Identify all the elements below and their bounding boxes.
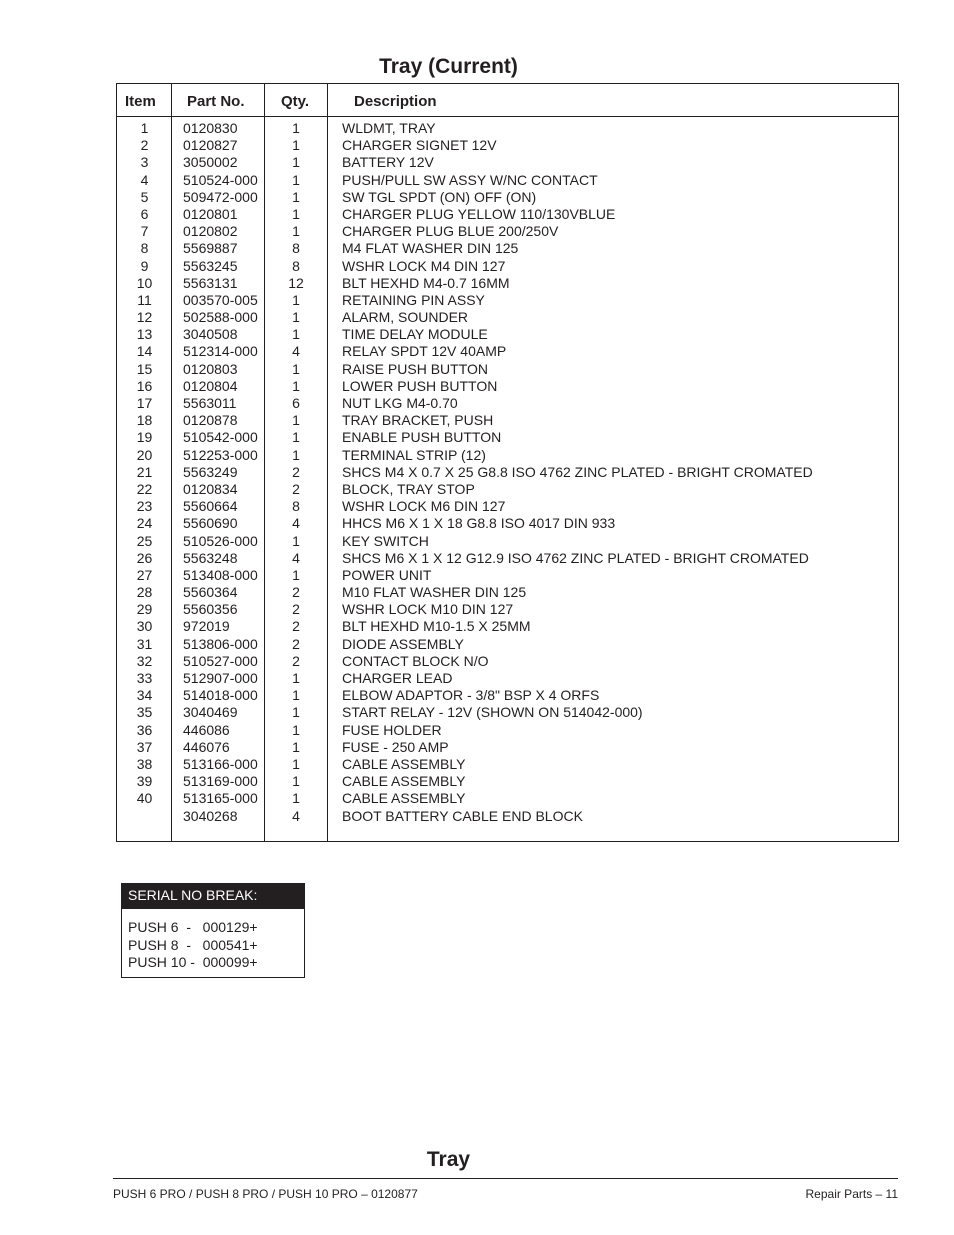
- cell-qty: 1: [292, 188, 300, 205]
- header-description: Description: [354, 93, 437, 110]
- table-row: [117, 601, 898, 618]
- cell-part-no: 0120802: [183, 223, 238, 240]
- footer-model: PUSH 6 PRO / PUSH 8 PRO / PUSH 10 PRO – 0120877: [113, 1187, 418, 1201]
- cell-qty: 1: [292, 205, 300, 222]
- cell-qty: 8: [292, 257, 300, 274]
- cell-part-no: 446076: [183, 738, 230, 755]
- cell-description: HHCS M6 X 1 X 18 G8.8 ISO 4017 DIN 933: [342, 515, 616, 532]
- cell-description: BLT HEXHD M4-0.7 16MM: [342, 274, 510, 291]
- cell-qty: 1: [292, 412, 300, 429]
- cell-description: FUSE HOLDER: [342, 721, 442, 738]
- cell-part-no: 5560356: [183, 601, 238, 618]
- cell-part-no: 5563131: [183, 274, 238, 291]
- cell-qty: 1: [292, 566, 300, 583]
- cell-item: 32: [136, 652, 153, 669]
- cell-description: M10 FLAT WASHER DIN 125: [342, 584, 527, 601]
- header-part-no: Part No.: [187, 93, 245, 110]
- cell-qty: 2: [292, 635, 300, 652]
- cell-qty: 1: [292, 171, 300, 188]
- table-row: [117, 739, 898, 756]
- cell-item: 29: [136, 601, 153, 618]
- cell-description: WLDMT, TRAY: [342, 120, 436, 136]
- cell-description: LOWER PUSH BUTTON: [342, 377, 498, 394]
- table-row: [117, 154, 898, 171]
- cell-description: POWER UNIT: [342, 566, 432, 583]
- cell-description: RETAINING PIN ASSY: [342, 291, 485, 308]
- cell-description: BOOT BATTERY CABLE END BLOCK: [342, 807, 583, 824]
- table-row: [117, 636, 898, 653]
- cell-part-no: 972019: [183, 618, 230, 635]
- cell-qty: 2: [292, 601, 300, 618]
- cell-qty: 1: [292, 773, 300, 790]
- table-row: [117, 275, 898, 292]
- table-row: [117, 481, 898, 498]
- table-row: [117, 361, 898, 378]
- cell-item: 11: [137, 291, 152, 308]
- cell-item: 22: [136, 480, 153, 497]
- table-row: [117, 773, 898, 790]
- cell-qty: 1: [292, 326, 300, 343]
- table-row: [117, 206, 898, 223]
- cell-item: 10: [136, 274, 153, 291]
- header-item: Item: [125, 93, 156, 110]
- cell-part-no: 512253-000: [183, 446, 258, 463]
- cell-part-no: 514018-000: [183, 687, 258, 704]
- cell-part-no: 5563249: [183, 463, 238, 480]
- cell-item: 2: [140, 137, 149, 154]
- table-row: [117, 189, 898, 206]
- cell-item: 33: [136, 670, 153, 686]
- cell-item: 19: [136, 429, 153, 446]
- cell-item: 18: [136, 412, 153, 429]
- cell-item: 26: [136, 549, 153, 566]
- table-row: [117, 292, 898, 309]
- cell-part-no: 510527-000: [183, 652, 258, 669]
- cell-item: 4: [140, 171, 149, 188]
- cell-item: 15: [136, 360, 153, 377]
- cell-item: 25: [136, 532, 153, 549]
- cell-part-no: 5563245: [183, 257, 238, 274]
- cell-part-no: 0120834: [183, 480, 238, 497]
- serial-break-header: SERIAL NO BREAK:: [122, 884, 304, 909]
- table-row: [117, 722, 898, 739]
- cell-part-no: 0120830: [183, 120, 238, 136]
- cell-qty: 4: [292, 807, 300, 824]
- cell-part-no: 513408-000: [183, 566, 258, 583]
- cell-part-no: 513166-000: [183, 755, 258, 772]
- cell-description: TIME DELAY MODULE: [342, 326, 488, 343]
- cell-qty: 1: [292, 687, 300, 704]
- table-row: [117, 533, 898, 550]
- cell-description: SW TGL SPDT (ON) OFF (ON): [342, 188, 537, 205]
- cell-part-no: 5563011: [183, 395, 237, 411]
- cell-description: ENABLE PUSH BUTTON: [342, 429, 502, 446]
- cell-description: CHARGER SIGNET 12V: [342, 137, 497, 154]
- cell-part-no: 512314-000: [183, 343, 258, 360]
- cell-qty: 8: [292, 240, 300, 257]
- cell-item: 23: [136, 498, 153, 515]
- cell-qty: 1: [292, 721, 300, 738]
- header-qty: Qty.: [281, 93, 310, 110]
- cell-qty: 1: [292, 738, 300, 755]
- cell-qty: 4: [292, 343, 300, 360]
- cell-part-no: 0120801: [183, 205, 238, 222]
- table-row: [117, 687, 898, 704]
- parts-rows: [117, 120, 898, 825]
- cell-part-no: 510526-000: [183, 532, 258, 549]
- cell-description: ELBOW ADAPTOR - 3/8" BSP X 4 ORFS: [342, 687, 600, 704]
- cell-qty: 2: [292, 652, 300, 669]
- cell-qty: 1: [292, 429, 300, 446]
- cell-item: 5: [140, 188, 149, 205]
- serial-break-box: [121, 883, 305, 978]
- cell-description: BLT HEXHD M10-1.5 X 25MM: [342, 618, 531, 635]
- cell-description: BATTERY 12V: [342, 154, 434, 171]
- table-row: [117, 567, 898, 584]
- cell-item: 28: [136, 584, 153, 601]
- cell-qty: 1: [292, 704, 300, 721]
- cell-qty: 1: [292, 446, 300, 463]
- cell-part-no: 3040268: [183, 807, 238, 824]
- cell-item: 35: [136, 704, 153, 721]
- cell-description: CHARGER PLUG YELLOW 110/130VBLUE: [342, 205, 616, 222]
- cell-description: CHARGER PLUG BLUE 200/250V: [342, 223, 559, 240]
- cell-item: 27: [136, 566, 153, 583]
- cell-part-no: 3050002: [183, 154, 238, 171]
- cell-part-no: 510524-000: [183, 171, 258, 188]
- parts-table: [116, 83, 899, 842]
- cell-qty: 1: [292, 790, 300, 807]
- table-row: [117, 258, 898, 275]
- cell-description: TRAY BRACKET, PUSH: [342, 412, 494, 429]
- serial-line-push-8: PUSH 8 - 000541+: [128, 936, 258, 953]
- table-row: [117, 378, 898, 395]
- serial-line-push-6: PUSH 6 - 000129+: [128, 919, 258, 935]
- cell-description: NUT LKG M4-0.70: [342, 395, 458, 411]
- cell-description: M4 FLAT WASHER DIN 125: [342, 240, 519, 257]
- cell-part-no: 446086: [183, 721, 230, 738]
- cell-qty: 4: [292, 549, 300, 566]
- cell-item: 8: [140, 240, 149, 257]
- table-row: [117, 808, 898, 825]
- table-row: [117, 790, 898, 807]
- cell-qty: 1: [292, 137, 300, 154]
- serial-line-push-10: PUSH 10 - 000099+: [128, 954, 258, 970]
- cell-part-no: 0120827: [183, 137, 238, 154]
- cell-item: 34: [136, 687, 153, 704]
- table-row: [117, 429, 898, 446]
- cell-part-no: 0120804: [183, 377, 238, 394]
- cell-item: 3: [140, 154, 149, 171]
- cell-item: 13: [136, 326, 153, 343]
- cell-description: BLOCK, TRAY STOP: [342, 480, 475, 497]
- cell-item: 36: [136, 721, 153, 738]
- cell-description: WSHR LOCK M10 DIN 127: [342, 601, 514, 618]
- table-row: [117, 498, 898, 515]
- table-row: [117, 756, 898, 773]
- cell-item: 14: [136, 343, 153, 360]
- cell-description: RAISE PUSH BUTTON: [342, 360, 488, 377]
- cell-qty: 8: [292, 498, 300, 515]
- cell-qty: 1: [292, 309, 300, 326]
- cell-part-no: 3040469: [183, 704, 238, 721]
- cell-qty: 12: [288, 274, 304, 291]
- cell-description: FUSE - 250 AMP: [342, 738, 449, 755]
- table-row: [117, 618, 898, 635]
- figure-title: Tray: [426, 1148, 471, 1171]
- cell-qty: 1: [292, 120, 300, 136]
- cell-qty: 6: [292, 395, 300, 411]
- cell-part-no: 0120878: [183, 412, 238, 429]
- cell-description: TERMINAL STRIP (12): [342, 446, 486, 463]
- table-row: [117, 223, 898, 240]
- cell-item: 38: [136, 755, 153, 772]
- cell-qty: 2: [292, 584, 300, 601]
- cell-description: CABLE ASSEMBLY: [342, 755, 466, 772]
- cell-part-no: 5560364: [183, 584, 238, 601]
- table-row: [117, 309, 898, 326]
- cell-item: 40: [136, 790, 153, 807]
- cell-part-no: 512907-000: [183, 670, 258, 686]
- cell-description: CHARGER LEAD: [342, 670, 453, 686]
- cell-description: RELAY SPDT 12V 40AMP: [342, 343, 507, 360]
- cell-qty: 2: [292, 618, 300, 635]
- cell-qty: 4: [292, 515, 300, 532]
- cell-part-no: 513169-000: [183, 773, 258, 790]
- table-row: [117, 670, 898, 687]
- cell-item: 24: [136, 515, 153, 532]
- cell-qty: 1: [292, 360, 300, 377]
- cell-part-no: 0120803: [183, 360, 238, 377]
- cell-qty: 1: [292, 154, 300, 171]
- cell-part-no: 003570-005: [183, 291, 258, 308]
- cell-item: 17: [136, 395, 153, 411]
- cell-description: CABLE ASSEMBLY: [342, 773, 466, 790]
- cell-qty: 1: [292, 291, 300, 308]
- cell-qty: 1: [292, 532, 300, 549]
- cell-qty: 2: [292, 480, 300, 497]
- cell-part-no: 3040508: [183, 326, 238, 343]
- cell-description: DIODE ASSEMBLY: [342, 635, 464, 652]
- table-row: [117, 412, 898, 429]
- cell-part-no: 510542-000: [183, 429, 258, 446]
- cell-item: 7: [140, 223, 149, 240]
- table-row: [117, 172, 898, 189]
- cell-item: 20: [136, 446, 153, 463]
- cell-item: 1: [140, 120, 149, 136]
- cell-qty: 1: [292, 670, 300, 686]
- cell-part-no: 5560664: [183, 498, 238, 515]
- cell-description: WSHR LOCK M6 DIN 127: [342, 498, 506, 515]
- table-row: [117, 584, 898, 601]
- footer-rule: [113, 1178, 898, 1179]
- cell-qty: 2: [292, 463, 300, 480]
- cell-part-no: 513165-000: [183, 790, 258, 807]
- cell-item: 6: [140, 205, 149, 222]
- table-row: [117, 395, 898, 412]
- cell-item: 9: [140, 257, 149, 274]
- table-row: [117, 515, 898, 532]
- cell-description: CABLE ASSEMBLY: [342, 790, 466, 807]
- cell-qty: 1: [292, 755, 300, 772]
- cell-item: 37: [136, 738, 153, 755]
- cell-part-no: 502588-000: [183, 309, 258, 326]
- table-row: [117, 704, 898, 721]
- cell-description: SHCS M4 X 0.7 X 25 G8.8 ISO 4762 ZINC PLATED - BRIGHT CROMATED: [342, 463, 813, 480]
- table-row: [117, 240, 898, 257]
- cell-item: 12: [136, 309, 153, 326]
- cell-part-no: 513806-000: [183, 635, 258, 652]
- cell-description: PUSH/PULL SW ASSY W/NC CONTACT: [342, 171, 598, 188]
- footer-page: Repair Parts – 11: [805, 1187, 898, 1201]
- cell-description: START RELAY - 12V (SHOWN ON 514042-000): [342, 704, 643, 721]
- page-title: Tray (Current): [379, 55, 518, 78]
- cell-item: 16: [136, 377, 153, 394]
- cell-description: KEY SWITCH: [342, 532, 429, 549]
- table-row: [117, 326, 898, 343]
- cell-qty: 1: [292, 377, 300, 394]
- table-row: [117, 137, 898, 154]
- cell-item: 30: [136, 618, 153, 635]
- cell-description: CONTACT BLOCK N/O: [342, 652, 489, 669]
- table-row: [117, 653, 898, 670]
- table-row: [117, 343, 898, 360]
- cell-description: SHCS M6 X 1 X 12 G12.9 ISO 4762 ZINC PLATED - BRIGHT CROMATED: [342, 549, 809, 566]
- table-row: [117, 447, 898, 464]
- cell-part-no: 5560690: [183, 515, 238, 532]
- cell-part-no: 5569887: [183, 240, 238, 257]
- cell-description: WSHR LOCK M4 DIN 127: [342, 257, 506, 274]
- header-divider: [117, 116, 898, 117]
- cell-item: 31: [136, 635, 153, 652]
- cell-item: 39: [136, 773, 153, 790]
- cell-part-no: 509472-000: [183, 188, 258, 205]
- table-row: [117, 464, 898, 481]
- cell-description: ALARM, SOUNDER: [342, 309, 469, 326]
- table-row: [117, 120, 898, 137]
- table-row: [117, 550, 898, 567]
- cell-part-no: 5563248: [183, 549, 238, 566]
- cell-qty: 1: [292, 223, 300, 240]
- cell-item: 21: [136, 463, 153, 480]
